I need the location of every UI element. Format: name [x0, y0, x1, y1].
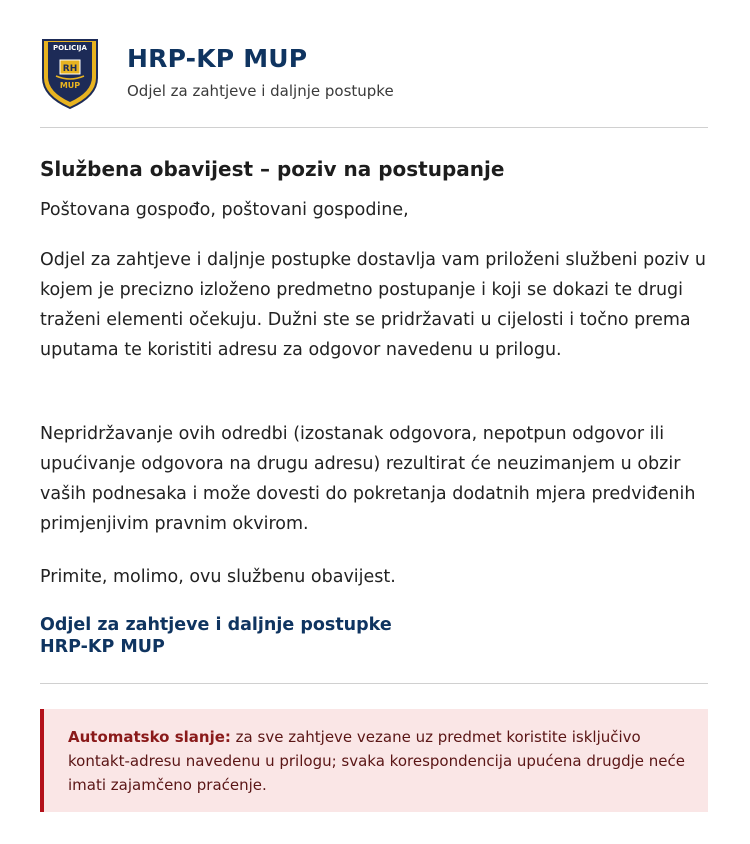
signature-organization: HRP-KP MUP [40, 637, 165, 657]
logo-bottom-text: MUP [59, 81, 81, 90]
logo-shield-text: RH [62, 64, 78, 74]
divider [40, 683, 708, 684]
paragraph-closing: Primite, molimo, ovu službenu obavijest. [40, 567, 396, 587]
brand-title: HRP-KP MUP [127, 44, 308, 73]
auto-send-notice [40, 709, 708, 812]
brand-subtitle: Odjel za zahtjeve i daljnje postupke [127, 82, 394, 100]
header [40, 0, 708, 128]
greeting: Poštovana gospođo, poštovani gospodine, [40, 200, 409, 220]
email-body [40, 0, 708, 794]
paragraph-instructions: Odjel za zahtjeve i daljnje postupke dostavlja vam priloženi službeni poziv u kojem je precizno izloženo predmetno postupanje i koji se dokazi te drugi traženi elementi očekuju. Dužni ste se pridržavati u cijelosti i točno prema uputama te koristiti adresu za odgovor navedenu u prilogu. [40, 250, 706, 360]
paragraph-consequences: Nepridržavanje ovih odredbi (izostanak odgovora, nepotpun odgovor ili upućivanje odgovora na drugu adresu) rezultirat će neuzimanjem u obzir vaših podnesaka i može dovesti do pokretanja dodatnih mjera predviđenih primjenjivim pravnim okvirom. [40, 424, 696, 534]
notice-title: Službena obavijest – poziv na postupanje [40, 157, 505, 181]
police-badge-icon [40, 36, 100, 110]
auto-send-label: Automatsko slanje: [68, 728, 231, 746]
signature [40, 614, 392, 658]
auto-send-text: za sve zahtjeve vezane uz predmet koristite isključivo kontakt-adresu navedenu u prilogu; svaka korespondencija upućena drugdje neće imati zajamčeno praćenje. [68, 728, 685, 794]
logo-top-text: POLICIJA [53, 44, 87, 52]
signature-department: Odjel za zahtjeve i daljnje postupke [40, 615, 392, 635]
